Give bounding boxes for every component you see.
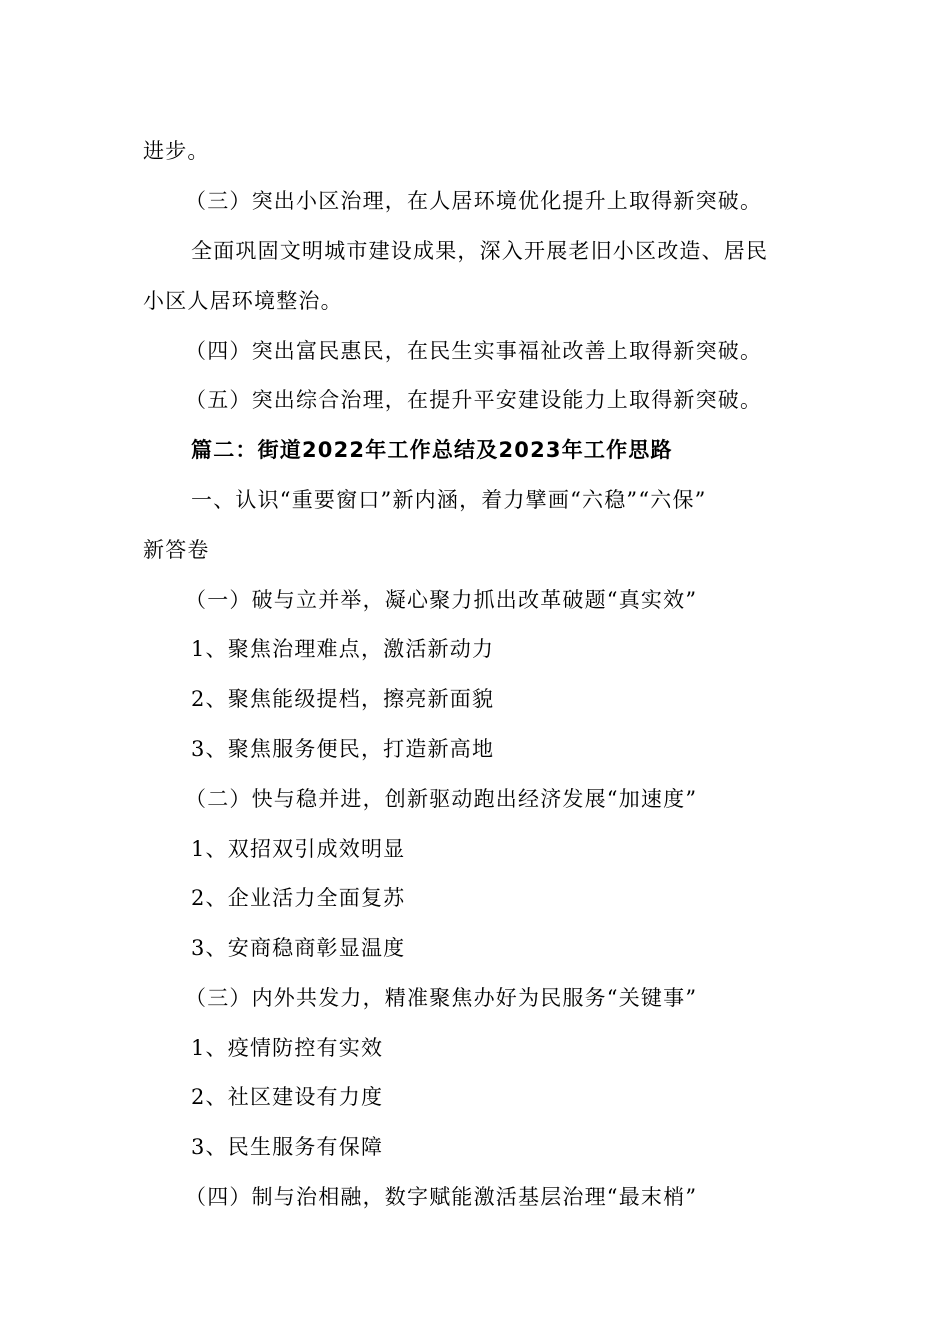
subsection-heading-4: （四）制与治相融，数字赋能激活基层治理“最末梢” bbox=[185, 1185, 698, 1209]
part-heading-line-1: 一、认识“重要窗口”新内涵，着力擘画“六稳”“六保” bbox=[191, 488, 707, 512]
list-item: 1、疫情防控有实效 bbox=[191, 1036, 384, 1060]
section-heading-4: （四）突出富民惠民，在民生实事福祉改善上取得新突破。 bbox=[185, 339, 763, 363]
list-item: 3、聚焦服务便民，打造新高地 bbox=[191, 737, 495, 761]
list-item: 3、民生服务有保障 bbox=[191, 1135, 384, 1159]
list-item: 1、聚焦治理难点，激活新动力 bbox=[191, 637, 495, 661]
list-item: 1、双招双引成效明显 bbox=[191, 837, 406, 861]
list-item: 3、安商稳商彰显温度 bbox=[191, 936, 406, 960]
list-item: 2、企业活力全面复苏 bbox=[191, 886, 406, 910]
subsection-heading-1: （一）破与立并举，凝心聚力抓出改革破题“真实效” bbox=[185, 588, 698, 612]
paragraph-continuation: 进步。 bbox=[143, 139, 210, 163]
section-heading-5: （五）突出综合治理，在提升平安建设能力上取得新突破。 bbox=[185, 388, 763, 412]
list-item: 2、聚焦能级提档，擦亮新面貌 bbox=[191, 687, 495, 711]
section-heading-3: （三）突出小区治理，在人居环境优化提升上取得新突破。 bbox=[185, 189, 763, 213]
body-paragraph-line-2: 小区人居环境整治。 bbox=[143, 289, 343, 313]
list-item: 2、社区建设有力度 bbox=[191, 1085, 384, 1109]
part-heading-line-2: 新答卷 bbox=[143, 538, 210, 562]
body-paragraph-line-1: 全面巩固文明城市建设成果，深入开展老旧小区改造、居民 bbox=[191, 239, 769, 263]
chapter-title: 篇二：街道2022年工作总结及2023年工作思路 bbox=[191, 438, 673, 462]
subsection-heading-2: （二）快与稳并进，创新驱动跑出经济发展“加速度” bbox=[185, 787, 698, 811]
subsection-heading-3: （三）内外共发力，精准聚焦办好为民服务“关键事” bbox=[185, 986, 698, 1010]
